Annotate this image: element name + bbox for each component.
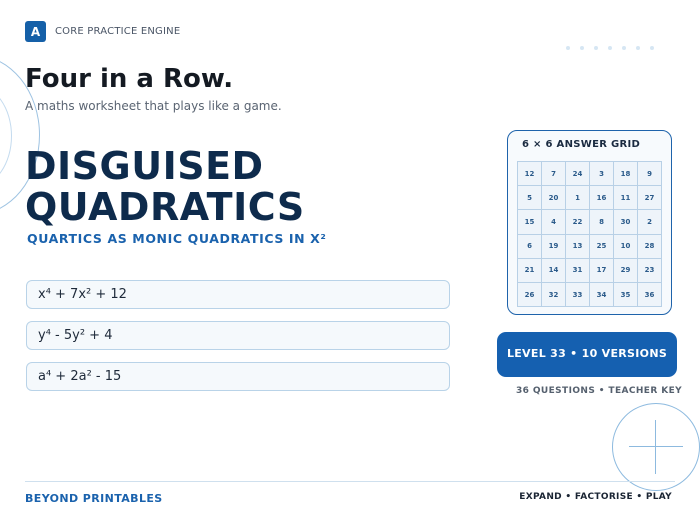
answer-cell[interactable]: 36 xyxy=(638,283,662,307)
answer-grid-title: 6 × 6 ANSWER GRID xyxy=(522,139,641,150)
answer-cell[interactable]: 9 xyxy=(638,162,662,186)
answer-cell[interactable]: 15 xyxy=(518,210,542,234)
answer-cell[interactable]: 19 xyxy=(542,235,566,259)
answer-cell[interactable]: 22 xyxy=(566,210,590,234)
answer-cell[interactable]: 7 xyxy=(542,162,566,186)
topic-subtitle: QUARTICS AS MONIC QUADRATICS IN X² xyxy=(27,231,327,246)
decorative-dots xyxy=(566,46,654,50)
answer-cell[interactable]: 35 xyxy=(614,283,638,307)
answer-cell[interactable]: 10 xyxy=(614,235,638,259)
answer-grid-card xyxy=(507,130,672,315)
answer-cell[interactable]: 34 xyxy=(590,283,614,307)
answer-cell[interactable]: 14 xyxy=(542,259,566,283)
answer-cell[interactable]: 3 xyxy=(590,162,614,186)
question-item[interactable]: y⁴ - 5y² + 4 xyxy=(26,321,450,350)
plus-circle-icon xyxy=(612,403,700,491)
footer-brand: BEYOND PRINTABLES xyxy=(25,492,163,505)
level-button[interactable]: LEVEL 33 • 10 VERSIONS xyxy=(497,332,677,377)
answer-cell[interactable]: 29 xyxy=(614,259,638,283)
answer-cell[interactable]: 17 xyxy=(590,259,614,283)
answer-cell[interactable]: 32 xyxy=(542,283,566,307)
answer-cell[interactable]: 27 xyxy=(638,186,662,210)
answer-cell[interactable]: 20 xyxy=(542,186,566,210)
answer-cell[interactable]: 31 xyxy=(566,259,590,283)
answer-cell[interactable]: 21 xyxy=(518,259,542,283)
footer-tagline: EXPAND • FACTORISE • PLAY xyxy=(519,492,672,502)
answer-cell[interactable]: 18 xyxy=(614,162,638,186)
page-title: Four in a Row. xyxy=(25,64,234,94)
question-count-info: 36 QUESTIONS • TEACHER KEY xyxy=(516,386,683,396)
answer-cell[interactable]: 11 xyxy=(614,186,638,210)
answer-cell[interactable]: 23 xyxy=(638,259,662,283)
brand xyxy=(25,21,180,42)
answer-grid xyxy=(517,161,662,307)
answer-cell[interactable]: 5 xyxy=(518,186,542,210)
question-item[interactable]: x⁴ + 7x² + 12 xyxy=(26,280,450,309)
brand-name: CORE PRACTICE ENGINE xyxy=(55,26,181,37)
answer-cell[interactable]: 28 xyxy=(638,235,662,259)
answer-cell[interactable]: 26 xyxy=(518,283,542,307)
answer-cell[interactable]: 1 xyxy=(566,186,590,210)
answer-cell[interactable]: 30 xyxy=(614,210,638,234)
answer-cell[interactable]: 6 xyxy=(518,235,542,259)
answer-cell[interactable]: 2 xyxy=(638,210,662,234)
question-item[interactable]: a⁴ + 2a² - 15 xyxy=(26,362,450,391)
answer-cell[interactable]: 8 xyxy=(590,210,614,234)
answer-cell[interactable]: 25 xyxy=(590,235,614,259)
page-subtitle: A maths worksheet that plays like a game. xyxy=(25,99,282,113)
answer-cell[interactable]: 16 xyxy=(590,186,614,210)
answer-cell[interactable]: 13 xyxy=(566,235,590,259)
answer-cell[interactable]: 24 xyxy=(566,162,590,186)
answer-cell[interactable]: 12 xyxy=(518,162,542,186)
footer-divider xyxy=(25,481,675,482)
answer-cell[interactable]: 33 xyxy=(566,283,590,307)
question-list xyxy=(26,280,450,403)
answer-cell[interactable]: 4 xyxy=(542,210,566,234)
logo-icon: A xyxy=(25,21,46,42)
topic-title: DISGUISED QUADRATICS xyxy=(25,144,305,229)
